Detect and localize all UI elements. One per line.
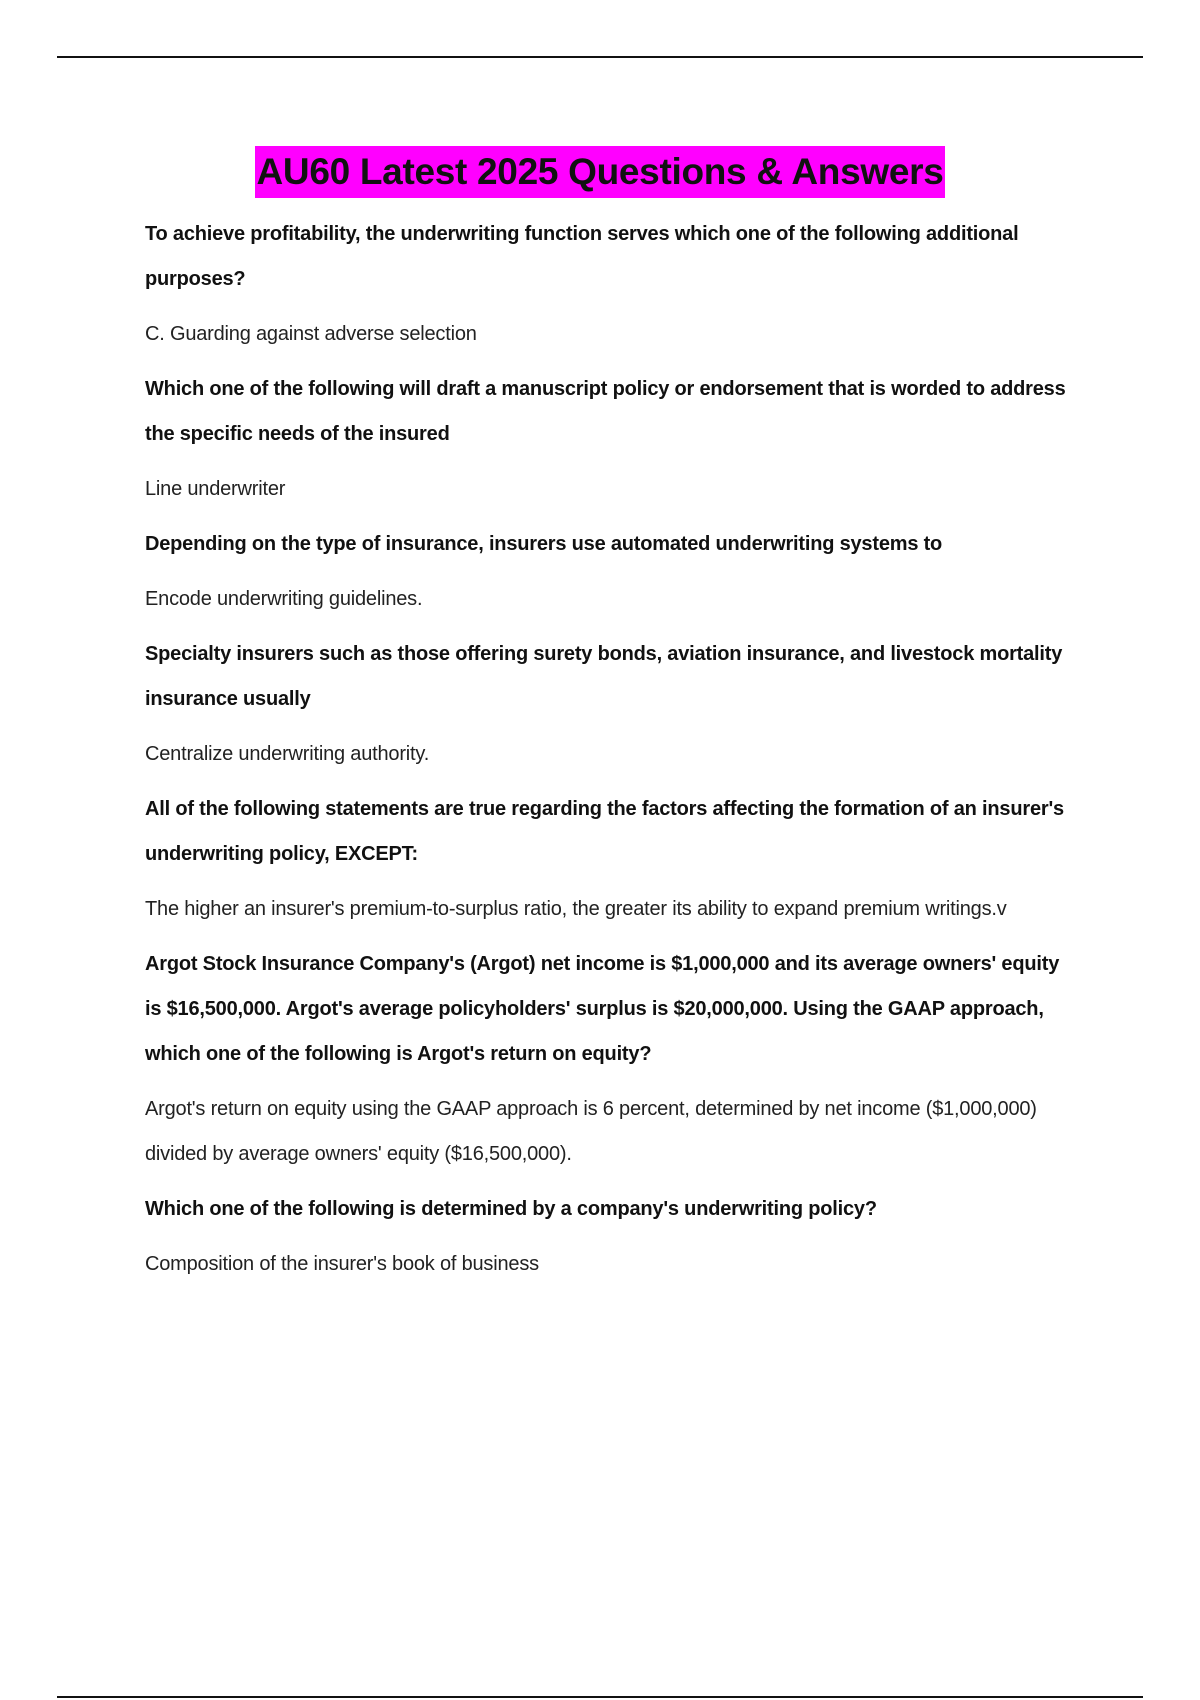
- document-title: AU60 Latest 2025 Questions & Answers: [255, 146, 946, 198]
- answer-text: Composition of the insurer's book of business: [145, 1253, 539, 1275]
- title-block: [0, 146, 1200, 198]
- footer-rule: [57, 1696, 1143, 1698]
- qa-list: [145, 212, 1080, 1297]
- answer-text: Argot's return on equity using the GAAP approach is 6 percent, determined by net income ($1,000,000) divided by average owners' equity ($16,500,000).: [145, 1098, 1037, 1165]
- answer-text: Line underwriter: [145, 478, 286, 500]
- qa-item: [145, 787, 1080, 932]
- question-text: Depending on the type of insurance, insurers use automated underwriting systems to: [145, 533, 943, 555]
- question-text: Which one of the following is determined by a company's underwriting policy?: [145, 1198, 877, 1220]
- answer-text: C. Guarding against adverse selection: [145, 323, 477, 345]
- question-text: All of the following statements are true regarding the factors affecting the formation of an insurer's underwriting policy, EXCEPT:: [145, 798, 1064, 865]
- qa-item: [145, 367, 1080, 512]
- question-text: To achieve profitability, the underwriting function serves which one of the following additional purposes?: [145, 223, 1019, 290]
- qa-item: [145, 942, 1080, 1177]
- question-text: Argot Stock Insurance Company's (Argot) net income is $1,000,000 and its average owners' equity is $16,500,000. Argot's average policyholders' surplus is $20,000,000. Using the GAAP approach, which one of the following is Argot's return on equity?: [145, 953, 1060, 1065]
- answer-text: Encode underwriting guidelines.: [145, 588, 423, 610]
- question-text: Specialty insurers such as those offering surety bonds, aviation insurance, and livestock mortality insurance usually: [145, 643, 1063, 710]
- qa-item: [145, 632, 1080, 777]
- qa-item: [145, 522, 1080, 622]
- header-rule: [57, 56, 1143, 58]
- qa-item: [145, 1187, 1080, 1287]
- answer-text: Centralize underwriting authority.: [145, 743, 430, 765]
- question-text: Which one of the following will draft a manuscript policy or endorsement that is worded to address the specific needs of the insured: [145, 378, 1066, 445]
- answer-text: The higher an insurer's premium-to-surplus ratio, the greater its ability to expand premium writings.v: [145, 898, 1007, 920]
- qa-item: [145, 212, 1080, 357]
